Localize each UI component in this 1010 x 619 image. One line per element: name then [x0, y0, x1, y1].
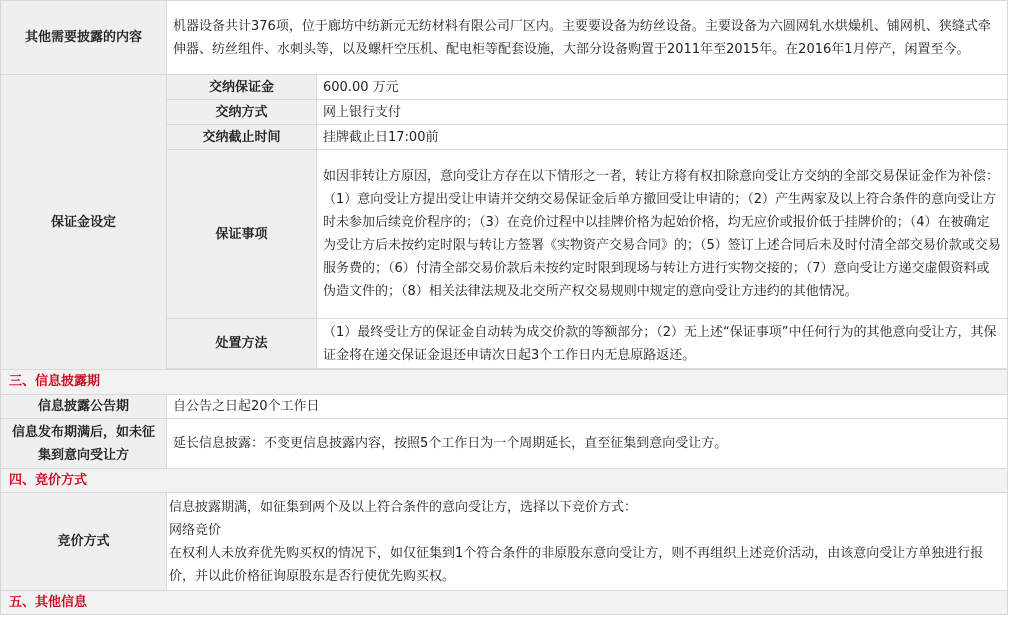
bidding-line-2: 网络竞价: [169, 522, 222, 538]
deposit-amount-label: 交纳保证金: [167, 75, 317, 100]
section-header: [1, 370, 1008, 395]
table-row: [1, 1, 1008, 75]
table-row: [1, 395, 1008, 419]
guarantee-matters-value: 如因非转让方原因，意向受让方存在以下情形之一者，转让方将有权扣除意向受让方交纳的全部交易保证金作为补偿：（1）意向受让方提出受让申请并交纳交易保证金后单方撤回受让申请的；（2）产生两家及以上符合条件的意向受让方时未参加后续竞价程序的；（3）在竞价过程中以挂牌价格为起始价格，均无应价或报价低于挂牌价的；（4）在被确定为受让方后未按约定时限与转让方签署《实物资产交易合同》的；（5）签订上述合同后未及时付清全部交易价款或交易服务费的；（6）付清全部交易价款后未按约定时限到现场与转让方进行实物交接的；（7）意向受让方递交虚假资料或伪造文件的；（8）相关法律法规及北交所产权交易规则中规定的意向受让方违约的其他情况。: [317, 150, 1008, 319]
section-title-other-info: 五、其他信息: [1, 591, 1008, 615]
disposal-method-label: 处置方法: [167, 319, 317, 369]
section-title-info-period: 三、信息披露期: [1, 370, 1008, 395]
bidding-line-1: 信息披露期满，如征集到两个及以上符合条件的意向受让方，选择以下竞价方式：: [169, 499, 638, 515]
bidding-method-value: [167, 493, 1008, 591]
table-row: [1, 419, 1008, 469]
section-header: [1, 591, 1008, 615]
guarantee-matters-label: 保证事项: [167, 150, 317, 319]
deposit-deadline-value: 挂牌截止日17:00前: [317, 125, 1008, 150]
deposit-setting-label: 保证金设定: [1, 75, 167, 370]
disposal-method-value: （1）最终受让方的保证金自动转为成交价款的等额部分；（2）无上述“保证事项”中任何行为的其他意向受让方，其保证金将在递交保证金退还申请次日起3个工作日内无息原路返还。: [317, 319, 1008, 369]
other-disclosure-value: 机器设备共计376项，位于廊坊中纺新元无纺材料有限公司厂区内。主要要设备为纺丝设备。主要设备为六圆网轧水烘燥机、铺网机、狭缝式牵伸器、纺丝组件、水刺头等，以及螺杆空压机、配电柜等配套设施，大部分设备购置于2011年至2015年。在2016年1月停产，闲置至今。: [167, 1, 1008, 75]
disclosure-period-label: 信息披露公告期: [1, 395, 167, 419]
deposit-deadline-label: 交纳截止时间: [167, 125, 317, 150]
deposit-amount-value: 600.00 万元: [317, 75, 1008, 100]
table-row: [1, 75, 1008, 100]
deposit-method-value: 网上银行支付: [317, 100, 1008, 125]
other-disclosure-label: 其他需要披露的内容: [1, 1, 167, 75]
expiry-condition-value: 延长信息披露：不变更信息披露内容，按照5个工作日为一个周期延长，直至征集到意向受让方。: [167, 419, 1008, 469]
section-header: [1, 469, 1008, 493]
bidding-line-3: 在权利人未放弃优先购买权的情况下，如仅征集到1个符合条件的非原股东意向受让方，则不再组织上述竞价活动，由该意向受让方单独进行报价，并以此价格征询原股东是否行使优先购买权。: [169, 545, 984, 584]
disclosure-period-value: 自公告之日起20个工作日: [167, 395, 1008, 419]
table-row: [1, 493, 1008, 591]
deposit-method-label: 交纳方式: [167, 100, 317, 125]
expiry-condition-label: 信息发布期满后，如未征集到意向受让方: [1, 419, 167, 469]
section-title-bidding: 四、竞价方式: [1, 469, 1008, 493]
bidding-method-label: 竞价方式: [1, 493, 167, 591]
